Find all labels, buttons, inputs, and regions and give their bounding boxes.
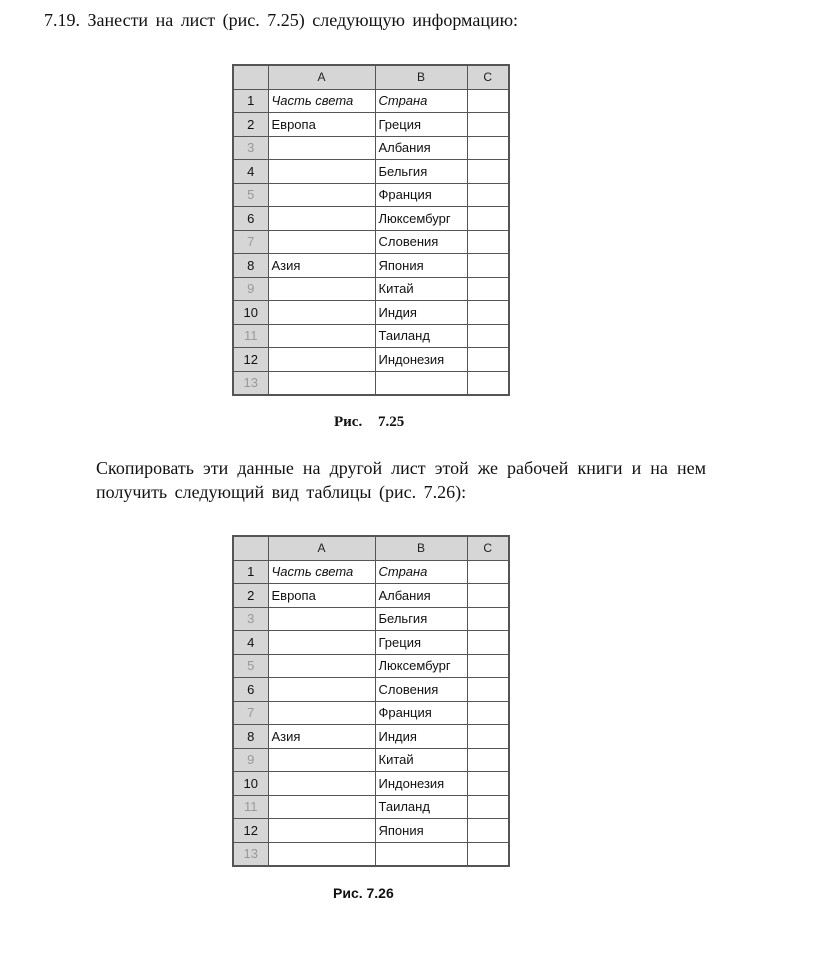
table-row xyxy=(233,277,509,301)
table-row xyxy=(233,113,509,137)
table-row xyxy=(233,842,509,866)
cell-a[interactable] xyxy=(268,607,375,631)
cell-c[interactable] xyxy=(467,654,509,678)
row-header[interactable]: 6 xyxy=(233,207,268,231)
cell-c[interactable] xyxy=(467,160,509,184)
table-row xyxy=(233,678,509,702)
cell-a[interactable] xyxy=(268,371,375,395)
column-header-c[interactable]: C xyxy=(467,65,509,89)
row-header[interactable]: 12 xyxy=(233,819,268,843)
row-header[interactable]: 3 xyxy=(233,136,268,160)
cell-b[interactable]: Албания xyxy=(375,584,467,608)
cell-a[interactable]: Азия xyxy=(268,254,375,278)
cell-a[interactable]: Часть света xyxy=(268,89,375,113)
cell-b[interactable]: Греция xyxy=(375,113,467,137)
cell-c[interactable] xyxy=(467,607,509,631)
cell-b[interactable]: Таиланд xyxy=(375,324,467,348)
cell-b[interactable]: Албания xyxy=(375,136,467,160)
cell-c[interactable] xyxy=(467,183,509,207)
cell-a[interactable]: Часть света xyxy=(268,560,375,584)
cell-b[interactable]: Люксембург xyxy=(375,207,467,231)
cell-a[interactable] xyxy=(268,136,375,160)
cell-a[interactable] xyxy=(268,183,375,207)
table-row xyxy=(233,207,509,231)
cell-a[interactable] xyxy=(268,230,375,254)
cell-a[interactable] xyxy=(268,748,375,772)
cell-a[interactable] xyxy=(268,654,375,678)
figure-7-26-caption: Рис. 7.26 xyxy=(333,885,394,901)
cell-c[interactable] xyxy=(467,819,509,843)
cell-a[interactable] xyxy=(268,631,375,655)
table-row xyxy=(233,631,509,655)
cell-b[interactable]: Япония xyxy=(375,819,467,843)
cell-a[interactable] xyxy=(268,301,375,325)
row-header[interactable]: 8 xyxy=(233,254,268,278)
cell-c[interactable] xyxy=(467,207,509,231)
table-row xyxy=(233,371,509,395)
cell-b[interactable]: Франция xyxy=(375,701,467,725)
cell-b[interactable]: Страна xyxy=(375,560,467,584)
row-header[interactable]: 2 xyxy=(233,113,268,137)
cell-c[interactable] xyxy=(467,748,509,772)
cell-a[interactable] xyxy=(268,348,375,372)
row-header[interactable]: 10 xyxy=(233,301,268,325)
column-header-a[interactable]: A xyxy=(268,536,375,560)
table-row xyxy=(233,725,509,749)
row-header[interactable]: 9 xyxy=(233,748,268,772)
cell-c[interactable] xyxy=(467,795,509,819)
cell-b[interactable]: Словения xyxy=(375,230,467,254)
row-header[interactable]: 2 xyxy=(233,584,268,608)
row-header[interactable]: 1 xyxy=(233,89,268,113)
table-row xyxy=(233,183,509,207)
cell-b[interactable]: Индия xyxy=(375,725,467,749)
cell-c[interactable] xyxy=(467,701,509,725)
select-all-corner[interactable] xyxy=(233,536,268,560)
cell-c[interactable] xyxy=(467,772,509,796)
table-row xyxy=(233,301,509,325)
cell-c[interactable] xyxy=(467,113,509,137)
cell-c[interactable] xyxy=(467,301,509,325)
cell-a[interactable] xyxy=(268,842,375,866)
cell-b[interactable]: Страна xyxy=(375,89,467,113)
row-header[interactable]: 7 xyxy=(233,701,268,725)
cell-c[interactable] xyxy=(467,678,509,702)
cell-a[interactable] xyxy=(268,207,375,231)
table-row xyxy=(233,230,509,254)
cell-c[interactable] xyxy=(467,277,509,301)
instruction-text: Скопировать эти данные на другой лист этой же рабочей книги и на нем получить следующий вид таблицы (рис. 7.26): xyxy=(96,458,706,502)
row-header[interactable]: 8 xyxy=(233,725,268,749)
cell-b[interactable]: Таиланд xyxy=(375,795,467,819)
spreadsheet-figure-7-25 xyxy=(232,64,510,396)
table-row xyxy=(233,654,509,678)
row-header[interactable]: 13 xyxy=(233,371,268,395)
row-header[interactable]: 3 xyxy=(233,607,268,631)
column-header-c[interactable]: C xyxy=(467,536,509,560)
table-row xyxy=(233,819,509,843)
cell-c[interactable] xyxy=(467,348,509,372)
cell-a[interactable] xyxy=(268,160,375,184)
figure-7-25-caption: Рис. 7.25 xyxy=(334,414,405,430)
cell-a[interactable] xyxy=(268,819,375,843)
cell-b[interactable]: Франция xyxy=(375,183,467,207)
row-header[interactable]: 13 xyxy=(233,842,268,866)
table-row xyxy=(233,136,509,160)
table-row xyxy=(233,348,509,372)
cell-a[interactable]: Европа xyxy=(268,113,375,137)
cell-c[interactable] xyxy=(467,324,509,348)
table-row xyxy=(233,560,509,584)
select-all-corner[interactable] xyxy=(233,65,268,89)
table-row xyxy=(233,748,509,772)
row-header[interactable]: 7 xyxy=(233,230,268,254)
table-row xyxy=(233,89,509,113)
cell-b[interactable]: Словения xyxy=(375,678,467,702)
cell-c[interactable] xyxy=(467,136,509,160)
cell-b[interactable]: Люксембург xyxy=(375,654,467,678)
row-header[interactable]: 4 xyxy=(233,160,268,184)
cell-b[interactable] xyxy=(375,842,467,866)
cell-c[interactable] xyxy=(467,230,509,254)
table-row xyxy=(233,607,509,631)
row-header[interactable]: 10 xyxy=(233,772,268,796)
column-header-row xyxy=(233,536,509,560)
row-header[interactable]: 1 xyxy=(233,560,268,584)
row-header[interactable]: 6 xyxy=(233,678,268,702)
cell-b[interactable]: Бельгия xyxy=(375,607,467,631)
cell-b[interactable]: Греция xyxy=(375,631,467,655)
cell-a[interactable] xyxy=(268,701,375,725)
cell-c[interactable] xyxy=(467,371,509,395)
cell-b[interactable]: Китай xyxy=(375,748,467,772)
cell-c[interactable] xyxy=(467,89,509,113)
table-row xyxy=(233,795,509,819)
column-header-b[interactable]: B xyxy=(375,65,467,89)
cell-c[interactable] xyxy=(467,254,509,278)
cell-b[interactable]: Индонезия xyxy=(375,348,467,372)
cell-a[interactable]: Азия xyxy=(268,725,375,749)
task-text: 7.19. Занести на лист (рис. 7.25) следующую информацию: xyxy=(44,10,519,30)
table-row xyxy=(233,254,509,278)
row-header[interactable]: 12 xyxy=(233,348,268,372)
column-header-b[interactable]: B xyxy=(375,536,467,560)
row-header[interactable]: 9 xyxy=(233,277,268,301)
cell-c[interactable] xyxy=(467,631,509,655)
cell-c[interactable] xyxy=(467,560,509,584)
cell-a[interactable]: Европа xyxy=(268,584,375,608)
table-row xyxy=(233,701,509,725)
column-header-a[interactable]: A xyxy=(268,65,375,89)
cell-a[interactable] xyxy=(268,324,375,348)
row-header[interactable]: 11 xyxy=(233,795,268,819)
cell-c[interactable] xyxy=(467,842,509,866)
row-header[interactable]: 5 xyxy=(233,183,268,207)
cell-a[interactable] xyxy=(268,772,375,796)
cell-a[interactable] xyxy=(268,277,375,301)
column-header-row xyxy=(233,65,509,89)
cell-b[interactable]: Япония xyxy=(375,254,467,278)
row-header[interactable]: 4 xyxy=(233,631,268,655)
table-row xyxy=(233,324,509,348)
cell-b[interactable]: Индонезия xyxy=(375,772,467,796)
table-row xyxy=(233,772,509,796)
cell-c[interactable] xyxy=(467,725,509,749)
cell-a[interactable] xyxy=(268,678,375,702)
cell-b[interactable]: Индия xyxy=(375,301,467,325)
spreadsheet-figure-7-26 xyxy=(232,535,510,867)
row-header[interactable]: 5 xyxy=(233,654,268,678)
table-row xyxy=(233,160,509,184)
table-row xyxy=(233,584,509,608)
cell-c[interactable] xyxy=(467,584,509,608)
cell-a[interactable] xyxy=(268,795,375,819)
row-header[interactable]: 11 xyxy=(233,324,268,348)
cell-b[interactable]: Бельгия xyxy=(375,160,467,184)
cell-b[interactable] xyxy=(375,371,467,395)
cell-b[interactable]: Китай xyxy=(375,277,467,301)
